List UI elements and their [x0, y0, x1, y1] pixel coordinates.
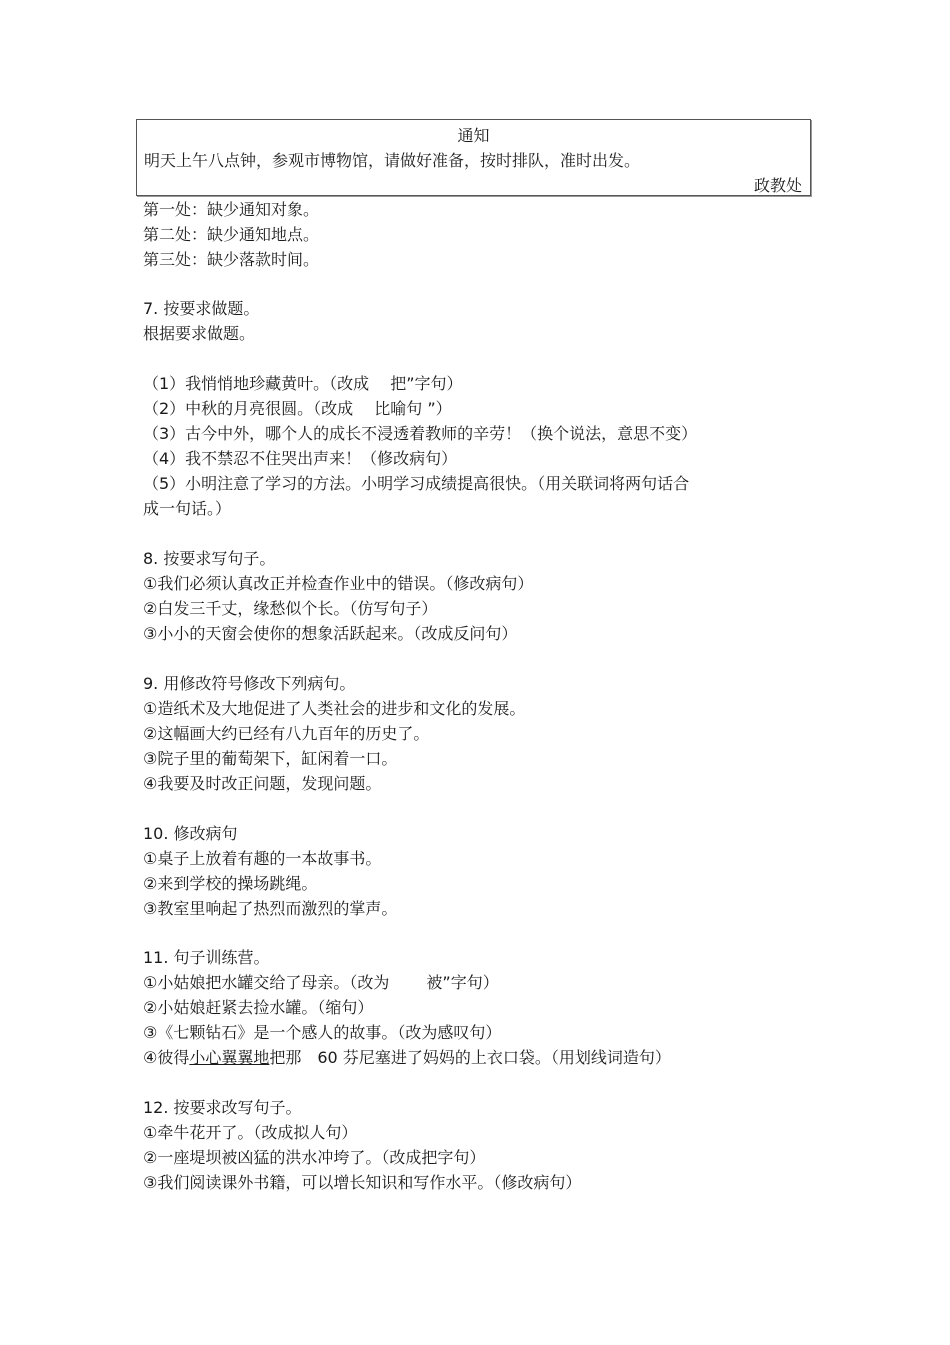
question-11-item-3: ③《七颗钻石》是一个感人的故事。（改为感叹句）	[143, 1023, 502, 1042]
question-heading-9: 9. 用修改符号修改下列病句。	[143, 674, 356, 693]
question-heading-10: 10. 修改病句	[143, 824, 238, 843]
notice-title: 通知	[457, 126, 490, 145]
question-10-item-3: ③教室里响起了热烈而激烈的掌声。	[143, 899, 398, 918]
question-9-item-3: ③院子里的葡萄架下，缸闲着一口。	[143, 749, 398, 768]
notice-signature: 政教处	[753, 176, 802, 195]
question-10-item-2: ②来到学校的操场跳绳。	[143, 874, 318, 893]
answer-line-3: 第三处：缺少落款时间。	[143, 250, 320, 269]
question-11-item-2: ②小姑娘赶紧去捡水罐。（缩句）	[143, 998, 374, 1017]
question-heading-12: 12. 按要求改写句子。	[143, 1098, 302, 1117]
question-7-item-5-cont: 成一句话。）	[143, 499, 232, 518]
question-instruction-7: 根据要求做题。	[143, 324, 256, 343]
question-8-item-1: ①我们必须认真改正并检查作业中的错误。（修改病句）	[143, 574, 534, 593]
question-heading-7: 7. 按要求做题。	[143, 299, 260, 318]
question-9-item-2: ②这幅画大约已经有八九百年的历史了。	[143, 724, 430, 743]
notice-body: 明天上午八点钟，参观市博物馆，请做好准备，按时排队，准时出发。	[144, 151, 641, 170]
question-heading-11: 11. 句子训练营。	[143, 948, 270, 967]
underlined-word: 小心翼翼地	[189, 1048, 270, 1067]
question-7-item-3: （3）古今中外，哪个人的成长不浸透着教师的辛劳！（换个说法，意思不变）	[143, 424, 698, 443]
question-7-item-5: （5）小明注意了学习的方法。小明学习成绩提高很快。（用关联词将两句话合	[143, 474, 690, 493]
question-8-item-2: ②白发三千丈，缘愁似个长。（仿写句子）	[143, 599, 438, 618]
question-10-item-1: ①桌子上放着有趣的一本故事书。	[143, 849, 382, 868]
question-12-item-2: ②一座堤坝被凶猛的洪水冲垮了。（改成把字句）	[143, 1148, 486, 1167]
question-7-item-2: （2）中秋的月亮很圆。（改成 比喻句 ”）	[143, 399, 452, 418]
question-12-item-3: ③我们阅读课外书籍，可以增长知识和写作水平。（修改病句）	[143, 1173, 582, 1192]
question-11-item-4	[143, 1048, 671, 1068]
answer-line-1: 第一处：缺少通知对象。	[143, 200, 320, 219]
question-8-item-3: ③小小的天窗会使你的想象活跃起来。（改成反问句）	[143, 624, 518, 643]
notice-box	[136, 119, 811, 196]
question-11-item-1: ①小姑娘把水罐交给了母亲。（改为 被”字句）	[143, 973, 499, 992]
question-7-item-1: （1）我悄悄地珍藏黄叶。（改成 把”字句）	[143, 374, 463, 393]
question-9-item-4: ④我要及时改正问题，发现问题。	[143, 774, 382, 793]
answer-line-2: 第二处：缺少通知地点。	[143, 225, 320, 244]
question-12-item-1: ①牵牛花开了。（改成拟人句）	[143, 1123, 358, 1142]
question-9-item-1: ①造纸术及大地促进了人类社会的进步和文化的发展。	[143, 699, 526, 718]
question-7-item-4: （4）我不禁忍不住哭出声来！（修改病句）	[143, 449, 458, 468]
question-heading-8: 8. 按要求写句子。	[143, 549, 276, 568]
item-text-after: 把那 60 芬尼塞进了妈妈的上衣口袋。（用划线词造句）	[269, 1048, 671, 1067]
item-text-before: ④彼得	[143, 1048, 190, 1067]
